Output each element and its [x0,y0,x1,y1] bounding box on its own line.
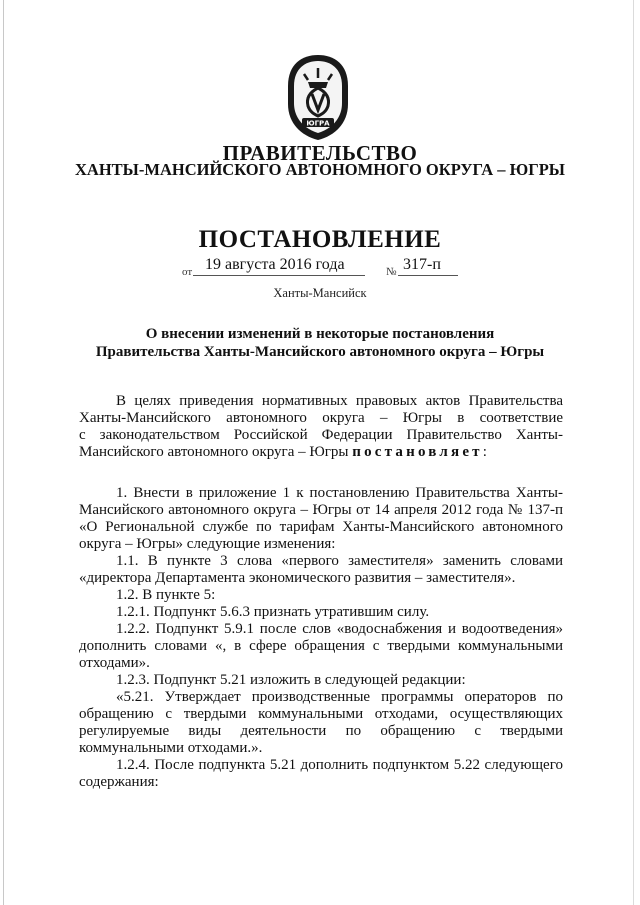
quote-5-21-line-3: регулируемые виды деятельности по обращению с твердыми [79,723,563,739]
document-type: ПОСТАНОВЛЕНИЕ [198,226,442,253]
preamble-line-1: В целях приведения нормативных правовых актов Правительства [116,393,563,409]
number-underline [398,275,458,276]
item-1-2-3: 1.2.3. Подпункт 5.21 изложить в следующей редакции: [116,672,466,688]
date-label: от [182,266,193,278]
document-heading [0,325,640,361]
preamble-line-2: Ханты-Мансийского автономного округа – Югры в соответствие [79,410,563,426]
item-1-line-4: округа – Югры» следующие изменения: [79,536,336,552]
date-underline [193,275,365,276]
decree-word: постановляет [352,444,483,460]
number-label: № [386,266,397,278]
preamble [79,393,563,461]
government-title: ПРАВИТЕЛЬСТВО [222,141,418,165]
document-number: 317-п [403,256,441,273]
item-1-line-1: 1. Внести в приложение 1 к постановлению Правительства Ханты- [116,485,563,501]
item-1-2: 1.2. В пункте 5: [116,587,216,603]
decree-colon: : [482,444,487,460]
document-date: 19 августа 2016 года [205,256,345,273]
quote-5-21-line-4: коммунальными отходами.». [79,740,263,756]
item-1-2-4-line-2: содержания: [79,774,159,790]
preamble-line-4 [79,444,563,461]
decree-body [79,485,563,791]
item-1-line-2: Мансийского автономного округа – Югры от 14 апреля 2012 года № 137-п [79,502,563,518]
government-subtitle: ХАНТЫ-МАНСИЙСКОГО АВТОНОМНОГО ОКРУГА – ЮГРЫ [75,160,565,179]
item-1-line-3: «О Региональной службе по тарифам Ханты-Мансийского автономного [79,519,563,535]
preamble-line-3: с законодательством Российской Федерации Правительство Ханты- [79,427,563,443]
preamble-line-4-text: Мансийского автономного округа – Югры [79,444,349,460]
item-1-2-1: 1.2.1. Подпункт 5.6.3 признать утратившим силу. [116,604,430,620]
item-1-1-line-1: 1.1. В пункте 3 слова «первого заместителя» заменить словами [116,553,563,569]
item-1-2-2-line-1: 1.2.2. Подпункт 5.9.1 после слов «водоснабжения и водоотведения» [116,621,563,637]
heading-line-2: Правительства Ханты-Мансийского автономного округа – Югры [95,344,545,360]
item-1-1-line-2: «директора Департамента экономического развития – заместителя». [79,570,516,586]
quote-5-21-line-2: обращению с твердыми коммунальными отходами, осуществляющих [79,706,563,722]
emblem-caption: ЮГРА [306,119,330,128]
scan-edge-right [633,0,634,905]
city-name: Ханты-Мансийск [273,286,367,300]
item-1-2-4-line-1: 1.2.4. После подпункта 5.21 дополнить подпунктом 5.22 следующего [116,757,563,773]
item-1-2-2-line-2: дополнить словами «, в сфере обращения с твердыми коммунальными [79,638,563,654]
heading-line-1: О внесении изменений в некоторые постановления [145,326,495,342]
emblem-icon [282,52,354,142]
item-1-2-2-line-3: отходами». [79,655,150,671]
quote-5-21-line-1: «5.21. Утверждает производственные программы операторов по [116,689,563,705]
scan-edge-left [3,0,4,905]
